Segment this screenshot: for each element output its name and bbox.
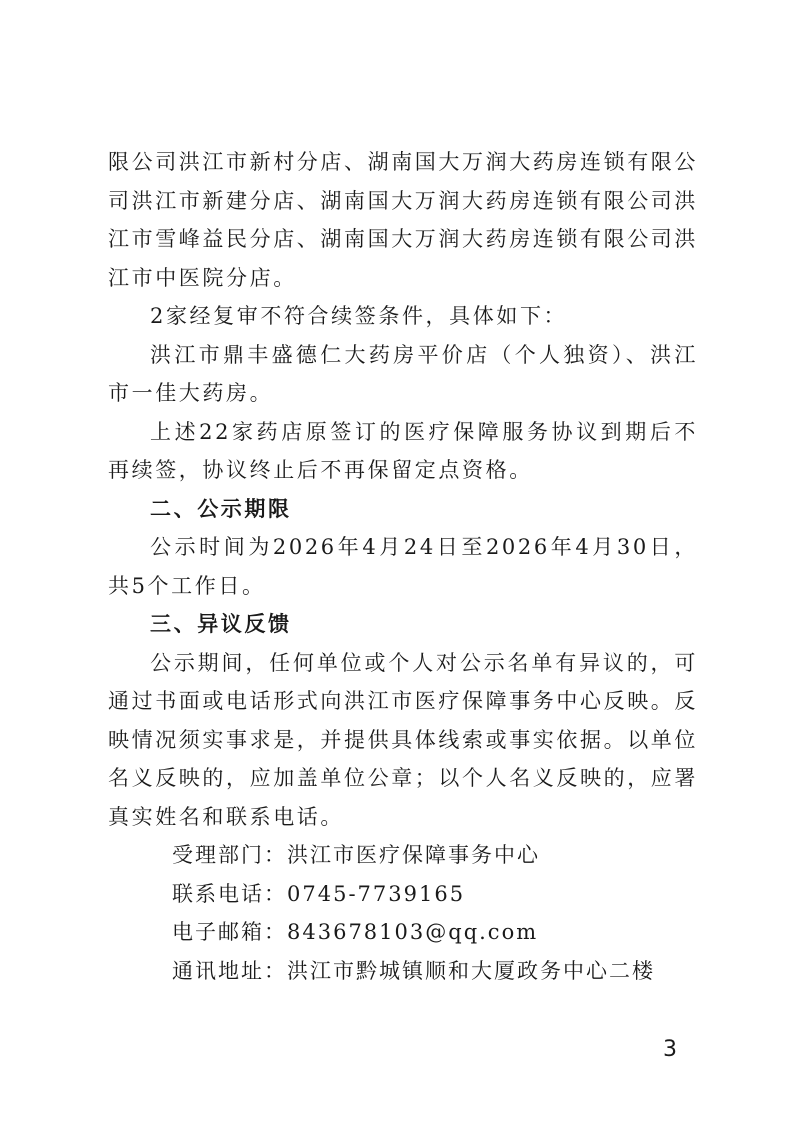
paragraph-objection-instructions: 公示期间，任何单位或个人对公示名单有异议的，可通过书面或电话形式向洪江市医疗保障事务中心反映。反映情况须实事求是，并提供具体线索或事实依据。以单位名义反映的，应加盖单位公章；以个人名义反映的，应署真实姓名和联系电话。 [108, 650, 698, 829]
section-heading-publicity-period: 二、公示期限 [150, 496, 292, 521]
contact-phone: 联系电话：0745-7739165 [172, 881, 466, 906]
contact-address: 通讯地址：洪江市黔城镇顺和大厦政务中心二楼 [172, 958, 655, 983]
document-body [108, 143, 698, 990]
paragraph-pharmacy-list-continued: 限公司洪江市新村分店、湖南国大万润大药房连锁有限公司洪江市新建分店、湖南国大万润大药房连锁有限公司洪江市雪峰益民分店、湖南国大万润大药房连锁有限公司洪江市中医院分店。 [108, 150, 698, 290]
contact-department: 受理部门：洪江市医疗保障事务中心 [172, 843, 540, 867]
contact-email: 电子邮箱：843678103@qq.com [172, 920, 539, 944]
paragraph-non-renewal-count: 2家经复审不符合续签条件，具体如下： [150, 304, 568, 328]
page-number: 3 [663, 1037, 677, 1062]
paragraph-publicity-dates: 公示时间为2026年4月24日至2026年4月30日，共5个工作日。 [108, 535, 698, 598]
paragraph-non-renewal-list: 洪江市鼎丰盛德仁大药房平价店（个人独资）、洪江市一佳大药房。 [108, 342, 698, 405]
section-heading-objection-feedback: 三、异议反馈 [150, 612, 292, 636]
paragraph-agreement-termination: 上述22家药店原签订的医疗保障服务协议到期后不再续签，协议终止后不再保留定点资格。 [108, 419, 698, 482]
